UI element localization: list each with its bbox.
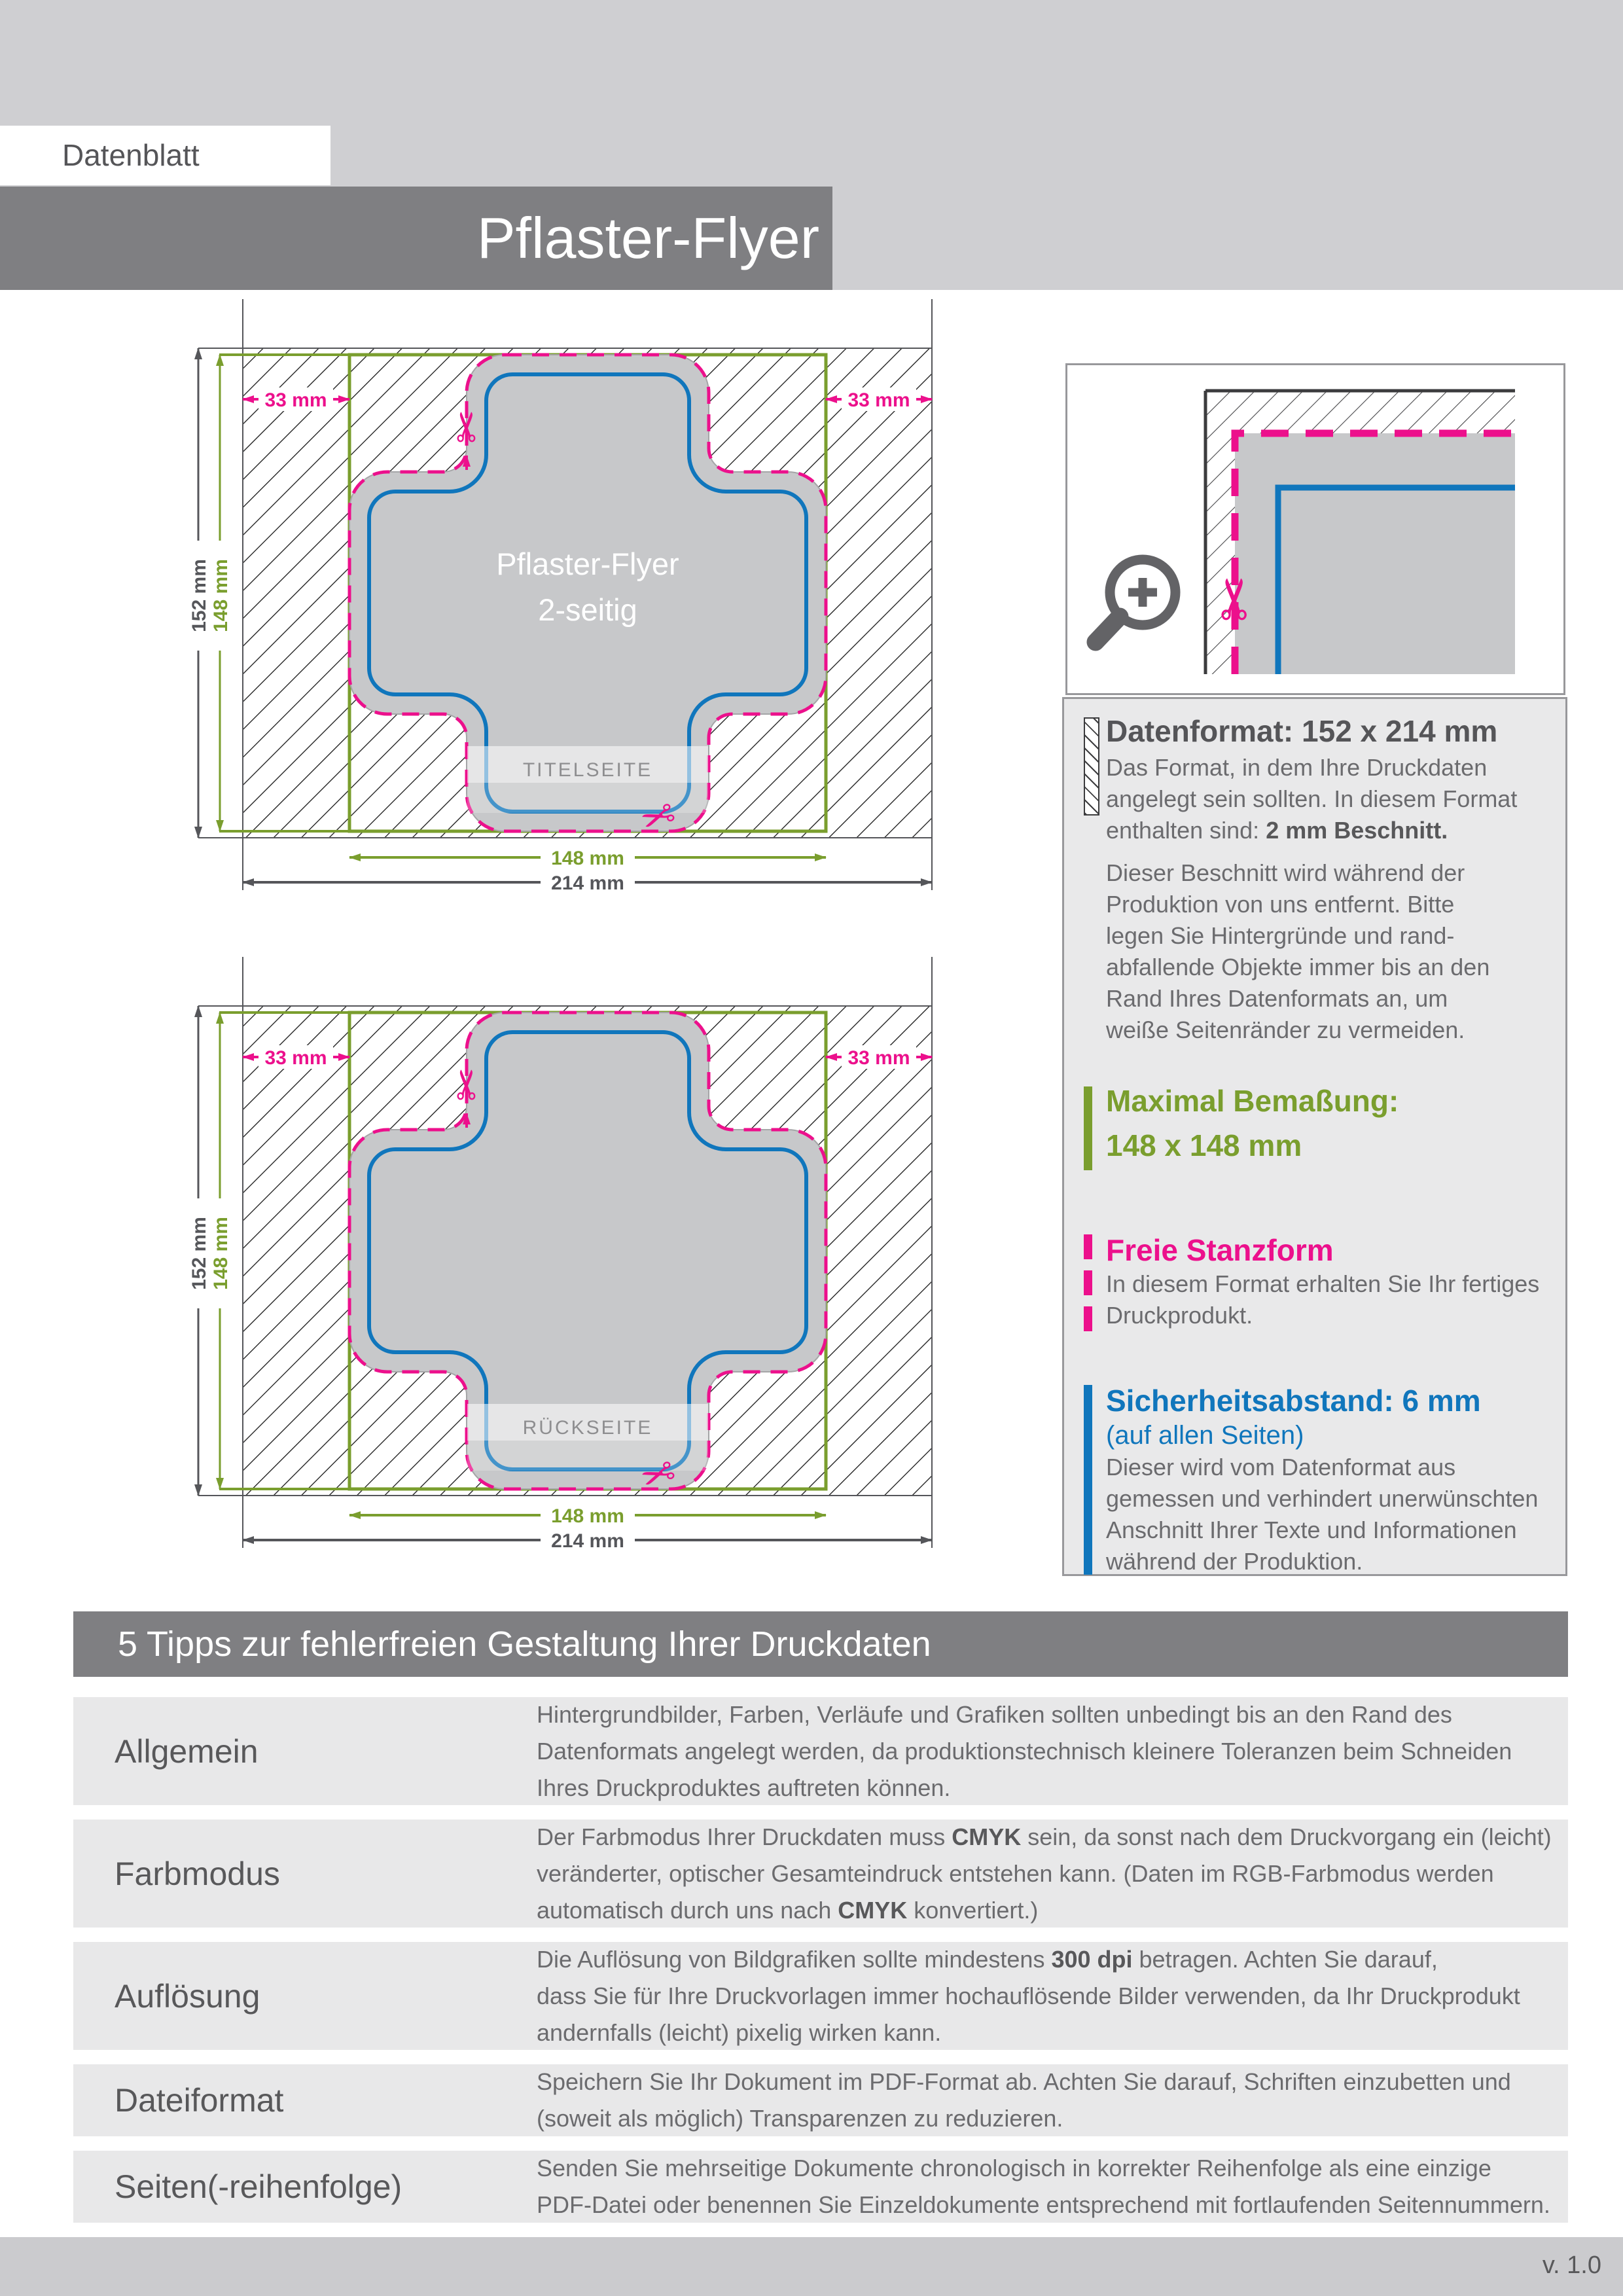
scissors-icon: ✂: [633, 787, 682, 844]
corner-detail-box: [1065, 363, 1565, 695]
bleed-hatch-swatch-icon: [1084, 717, 1099, 816]
dim-148h-label: 148 mm: [551, 1505, 624, 1527]
tips-header-bar: [73, 1611, 1568, 1677]
dim-33-right-label: 33 mm: [847, 1047, 910, 1069]
corner-title: Datenblatt: [62, 138, 200, 172]
flyer-title-line2: 2-seitig: [538, 592, 637, 627]
tip-text: Die Auflösung von Bildgrafiken sollte mindestens 300 dpi betragen. Achten Sie darauf, dass Sie für Ihre Druckvorlagen immer hochauflösende Bilder verwenden, da Ihr Druckprodukt andernfalls (leicht) pixelig wirken kann.: [537, 1945, 1520, 2046]
safety-text: Dieser wird vom Datenformat aus: [1106, 1454, 1456, 1480]
scissors-icon: ✂: [443, 1067, 491, 1102]
dataformat-heading: Datenformat: 152 x 214 mm: [1106, 714, 1498, 748]
tip-text: Senden Sie mehrseitige Dokumente chronologisch in korrekter Reihenfolge als eine einzige PDF-Datei oder benennen Sie Einzeldokumente entsprechend mit fortlaufenden Seitennummern.: [537, 2155, 1550, 2218]
dim-148h-label: 148 mm: [551, 848, 624, 869]
front-side-label: TITELSEITE: [522, 759, 653, 781]
maxsize-heading-line1: Maximal Bemaßung:: [1106, 1084, 1399, 1118]
product-title: Pflaster-Flyer: [476, 206, 819, 270]
tip-label: Dateiformat: [115, 2082, 284, 2119]
format-info-panel: [1062, 697, 1567, 1576]
diagram-back: [177, 952, 988, 1561]
tip-text: Hintergrundbilder, Farben, Verläufe und Grafiken sollten unbedingt bis an den Rand des Datenformats angelegt werden, da produktionstechnisch kleinere Toleranzen beim Schneiden Ihres Druckproduktes auftreten können.: [537, 1700, 1512, 1801]
safety-subheading: (auf allen Seiten): [1106, 1421, 1304, 1450]
scissors-icon: ✂: [443, 410, 491, 444]
dim-214-label: 214 mm: [551, 872, 624, 894]
tip-row-dateiformat: [73, 2064, 1568, 2136]
dim-33-left-label: 33 mm: [264, 1047, 327, 1069]
tip-label: Auflösung: [115, 1977, 260, 2015]
bleed-note-text: legen Sie Hintergründe und rand-: [1106, 922, 1455, 949]
dataformat-text: angelegt sein sollten. In diesem Format: [1106, 785, 1518, 812]
dim-214-label: 214 mm: [551, 1530, 624, 1552]
tip-label: Allgemein: [115, 1732, 259, 1770]
diagram-front: [177, 295, 988, 903]
footer-band: [0, 2237, 1623, 2296]
safety-text: Anschnitt Ihrer Texte und Informationen: [1106, 1516, 1517, 1543]
diecut-heading: Freie Stanzform: [1106, 1233, 1334, 1267]
bleed-note-text: abfallende Objekte immer bis an den: [1106, 954, 1490, 980]
dim-152-label: 152 mm: [188, 1217, 210, 1290]
tip-text: Speichern Sie Ihr Dokument im PDF-Format ab. Achten Sie darauf, Schriften einzubetten und (soweit als möglich) Transparenzen zu reduzieren.: [537, 2068, 1511, 2132]
diecut-text: Druckprodukt.: [1106, 1302, 1253, 1329]
tip-text: Der Farbmodus Ihrer Druckdaten muss CMYK sein, da sonst nach dem Druckvorgang ein (leicht) veränderter, optischer Gesamteindruck entstehen kann. (Daten im RGB-Farbmodus werden automatisch durch uns nach CMYK konvertiert.): [537, 1823, 1552, 1924]
safety-text: während der Produktion.: [1106, 1548, 1363, 1575]
flyer-title-line1: Pflaster-Flyer: [496, 547, 679, 581]
diecut-color-bar: [1084, 1234, 1092, 1331]
product-title-bar: [0, 187, 832, 290]
safety-text: gemessen und verhindert unerwünschten: [1106, 1485, 1539, 1512]
tip-row-allgemein: [73, 1697, 1568, 1805]
dim-152-label: 152 mm: [188, 559, 210, 632]
dim-148v-label: 148 mm: [210, 559, 232, 632]
scissors-icon: ✂: [633, 1445, 682, 1502]
tip-label: Seiten(-reihenfolge): [115, 2168, 402, 2205]
version-label: v. 1.0: [1542, 2251, 1601, 2279]
dim-33-right-label: 33 mm: [847, 389, 910, 411]
dim-148v-label: 148 mm: [210, 1217, 232, 1290]
tip-row-aufloesung: [73, 1942, 1568, 2050]
dataformat-text: enthalten sind: 2 mm Beschnitt.: [1106, 817, 1448, 844]
maxsize-color-bar: [1084, 1086, 1092, 1170]
bleed-note-text: Rand Ihres Datenformats an, um: [1106, 985, 1448, 1012]
tip-row-seitenreihenfolge: [73, 2151, 1568, 2223]
tip-label: Farbmodus: [115, 1855, 280, 1892]
tip-row-farbmodus: [73, 1820, 1568, 1928]
tips-header: 5 Tipps zur fehlerfreien Gestaltung Ihrer Druckdaten: [118, 1624, 931, 1664]
corner-title-box: [0, 126, 330, 185]
bleed-note-text: Produktion von uns entfernt. Bitte: [1106, 891, 1455, 918]
dim-33-left-label: 33 mm: [264, 389, 327, 411]
maxsize-heading-line2: 148 x 148 mm: [1106, 1128, 1302, 1162]
dataformat-text: Das Format, in dem Ihre Druckdaten: [1106, 754, 1488, 781]
bleed-note-text: Dieser Beschnitt wird während der: [1106, 859, 1465, 886]
scissors-icon: ✂: [1203, 575, 1268, 623]
back-side-label: RÜCKSEITE: [522, 1417, 653, 1439]
diecut-text: In diesem Format erhalten Sie Ihr fertiges: [1106, 1270, 1540, 1297]
safety-color-bar: [1084, 1385, 1092, 1575]
bleed-note-text: weiße Seitenränder zu vermeiden.: [1106, 1016, 1465, 1043]
safety-heading: Sicherheitsabstand: 6 mm: [1106, 1384, 1481, 1418]
